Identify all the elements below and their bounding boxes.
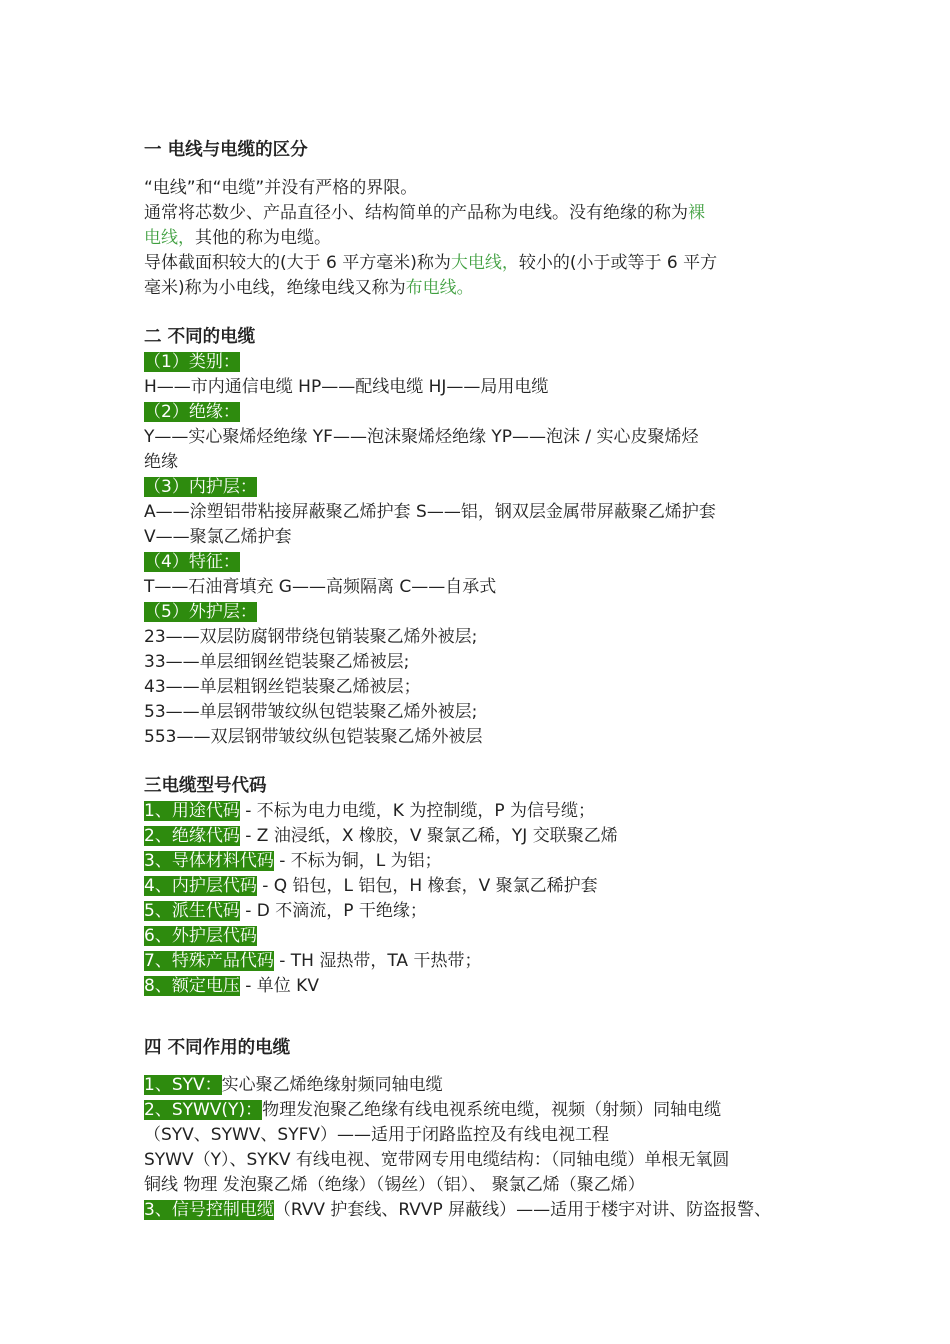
- s1-paragraph-3-line-2: [144, 276, 474, 301]
- s4-row-2-cont-2: SYWV（Y）、SYKV 有线电视、宽带网专用电缆结构：（同轴电缆）单根无氧圆: [144, 1150, 730, 1170]
- s4-r1-label: 1、SYV：: [144, 1075, 222, 1095]
- s3-r8-label: 8、额定电压: [144, 976, 240, 996]
- s3-r7-label: 7、特殊产品代码: [144, 951, 274, 971]
- s2-c5-label: （5）外护层：: [144, 602, 257, 622]
- s3-row-4: [144, 874, 598, 899]
- s2-c3-text-1: A——涂塑铝带粘接屏蔽聚乙烯护套 S——铝，钢双层金属带屏蔽聚乙烯护套: [144, 502, 716, 522]
- s3-row-7: [144, 949, 481, 974]
- s4-r2-text: 物理发泡聚乙绝缘有线电视系统电缆，视频（射频）同轴电缆: [262, 1100, 722, 1120]
- s2-c5-text-2: 33——单层细钢丝铠装聚乙烯被层;: [144, 652, 410, 672]
- section-3-heading: 三电缆型号代码: [144, 776, 267, 796]
- s1-paragraph-3-line-1: [144, 251, 717, 276]
- s1-paragraph-1: “电线”和“电缆”并没有严格的界限。: [144, 178, 418, 198]
- s3-r5-label: 5、派生代码: [144, 901, 240, 921]
- s4-row-2: [144, 1098, 721, 1123]
- s2-category-2: [144, 400, 240, 425]
- s1-p2-text: 通常将芯数少、产品直径小、结构简单的产品称为电线。没有绝缘的称为: [144, 203, 688, 223]
- s1-p2-green-2: 电线，: [144, 228, 195, 248]
- s3-row-3: [144, 849, 442, 874]
- s2-category-4: [144, 550, 240, 575]
- s2-c5-text-3: 43——单层粗钢丝铠装聚乙烯被层；: [144, 677, 421, 697]
- s2-c1-label: （1）类别：: [144, 352, 240, 372]
- s3-r4-label: 4、内护层代码: [144, 876, 257, 896]
- s3-row-1: [144, 799, 595, 824]
- s1-p3-green: 大电线，: [450, 253, 519, 273]
- s4-r2-label: 2、SYWV(Y)：: [144, 1100, 263, 1120]
- s1-paragraph-2-line-1: [144, 201, 705, 226]
- s2-category-3: [144, 475, 257, 500]
- s1-p2-green: 裸: [688, 203, 705, 223]
- s3-row-2: [144, 824, 618, 849]
- s2-c4-label: （4）特征：: [144, 552, 240, 572]
- s2-c5-text-5: 553——双层钢带皱纹纵包铠装聚乙烯外被层: [144, 727, 483, 747]
- s3-r7-text: - TH 湿热带，TA 干热带；: [273, 951, 482, 971]
- s3-r1-label: 1、用途代码: [144, 801, 240, 821]
- s4-row-1: [144, 1073, 443, 1098]
- s4-row-3: [144, 1198, 771, 1223]
- s1-p3-text-3: 毫米)称为小电线，绝缘电线又称为: [144, 278, 406, 298]
- s3-r3-text: - 不标为铜，L 为铝；: [273, 851, 442, 871]
- s3-r6-label: 6、外护层代码: [144, 926, 257, 946]
- s3-r2-text: - Z 油浸纸，X 橡胶，V 聚氯乙稀，YJ 交联聚乙烯: [239, 826, 618, 846]
- s1-p3-text: 导体截面积较大的(大于 6 平方毫米)称为: [144, 253, 451, 273]
- s3-row-6: [144, 924, 257, 949]
- s1-p3-green-2: 布电线。: [405, 278, 474, 298]
- s3-r8-text: - 单位 KV: [239, 976, 319, 996]
- s4-r3-label: 3、信号控制电缆: [144, 1200, 274, 1220]
- s2-c5-text-1: 23——双层防腐钢带绕包销装聚乙烯外被层;: [144, 627, 478, 647]
- s3-r5-text: - D 不滴流，P 干绝缘；: [239, 901, 427, 921]
- s3-r2-label: 2、绝缘代码: [144, 826, 240, 846]
- s4-row-2-cont-3: 铜线 物理 发泡聚乙烯（绝缘）（锡丝）（铝）、 聚氯乙烯（聚乙烯）: [144, 1175, 645, 1195]
- s1-paragraph-2-line-2: [144, 226, 331, 251]
- section-2-heading: 二 不同的电缆: [144, 327, 256, 347]
- s2-c3-text-2: V——聚氯乙烯护套: [144, 527, 292, 547]
- s3-row-8: [144, 974, 319, 999]
- s2-c1-text: H——市内通信电缆 HP——配线电缆 HJ——局用电缆: [144, 377, 549, 397]
- s2-c2-text-2: 绝缘: [144, 452, 178, 472]
- s4-r1-text: 实心聚乙烯绝缘射频同轴电缆: [221, 1075, 443, 1095]
- s2-c2-text-1: Y——实心聚烯烃绝缘 YF——泡沫聚烯烃绝缘 YP——泡沫 / 实心皮聚烯烃: [144, 427, 699, 447]
- s4-r3-text: （RVV 护套线、RVVP 屏蔽线）——适用于楼宇对讲、防盗报警、: [273, 1200, 772, 1220]
- s1-p3-text-2: 较小的(小于或等于 6 平方: [518, 253, 718, 273]
- section-4-heading: 四 不同作用的电缆: [144, 1038, 291, 1058]
- s2-c2-label: （2）绝缘：: [144, 402, 240, 422]
- s2-c3-label: （3）内护层：: [144, 477, 257, 497]
- s3-row-5: [144, 899, 427, 924]
- s3-r1-text: - 不标为电力电缆，K 为控制缆，P 为信号缆；: [239, 801, 595, 821]
- s1-p2-text-2: 其他的称为电缆。: [195, 228, 331, 248]
- s2-c5-text-4: 53——单层钢带皱纹纵包铠装聚乙烯外被层;: [144, 702, 478, 722]
- s4-row-2-cont-1: （SYV、SYWV、SYFV）——适用于闭路监控及有线电视工程: [144, 1125, 610, 1145]
- s2-category-5: [144, 600, 257, 625]
- s3-r4-text: - Q 铅包，L 铝包，H 橡套，V 聚氯乙稀护套: [256, 876, 598, 896]
- s2-c4-text: T——石油膏填充 G——高频隔离 C——自承式: [144, 577, 497, 597]
- section-1-heading: 一 电线与电缆的区分: [144, 140, 308, 160]
- s2-category-1: [144, 350, 240, 375]
- s3-r3-label: 3、导体材料代码: [144, 851, 274, 871]
